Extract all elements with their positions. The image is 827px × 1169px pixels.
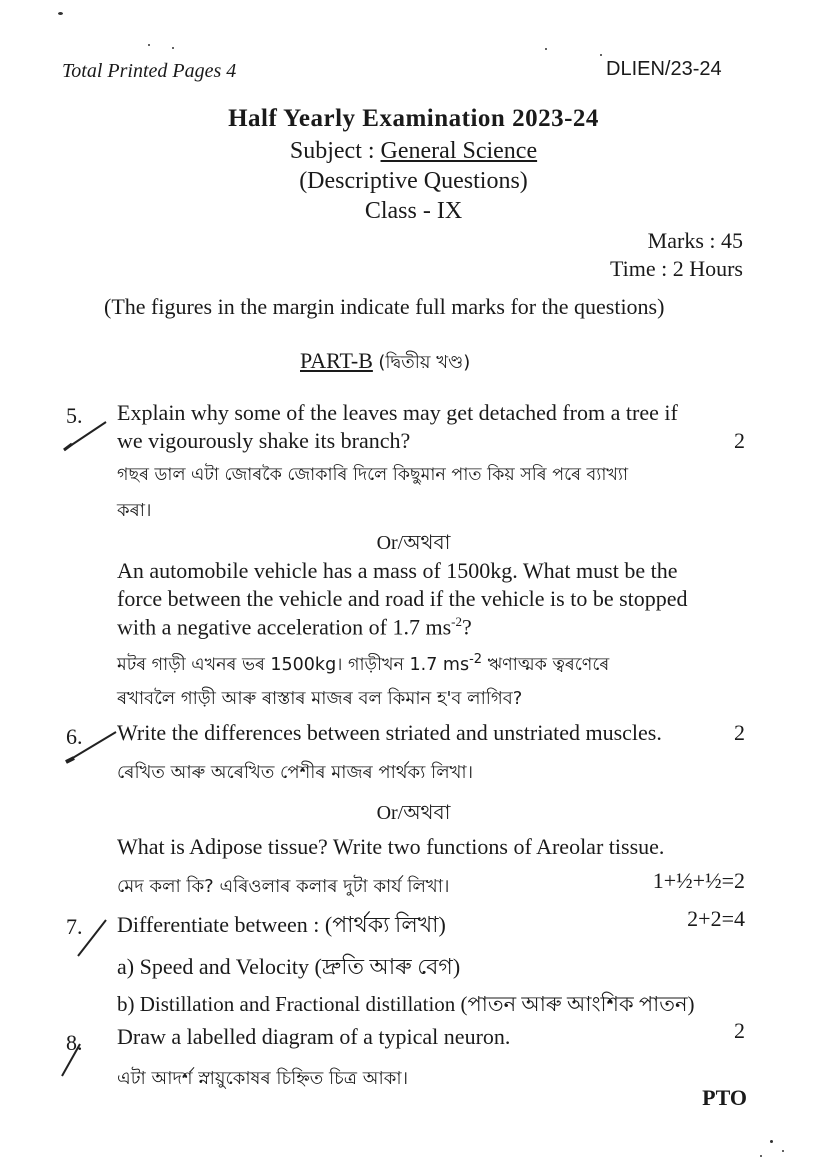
question-number: 6. [66,724,83,749]
q6-alt-text-line: What is Adipose tissue? Write two functions of Areolar tissue. [117,834,665,859]
question-type: (Descriptive Questions) [299,168,528,194]
q6-alt-text-bn: মেদ কলা কি? এৰিওলাৰ কলাৰ দুটা কাৰ্য লিখা। [117,876,450,897]
tick-mark-icon [60,418,110,454]
part-label-bn: (দ্বিতীয় খণ্ড) [378,352,471,373]
q5-alt-text-bn: ৰখাবলৈ গাড়ী আৰু ৰাস্তাৰ মাজৰ বল কিমান হ'ব লাগিব? [117,688,523,709]
q7-subquestion-a: a) Speed and Velocity (দ্ৰুতি আৰু বেগ) [117,954,461,979]
question-number: 7. [66,914,83,939]
q5-text-bn: কৰা। [117,500,152,521]
question-number: 5. [66,403,83,428]
q5-alt-bn-part: ঋণাত্মক ত্বৰণেৰে [482,655,610,675]
exam-title: Half Yearly Examination 2023-24 [228,105,599,132]
q7-marks: 2+2=4 [687,906,745,931]
q7-text-line [117,908,446,945]
or-label: Or/অথবা [376,802,451,824]
scan-speck [760,1155,762,1157]
scan-speck [770,1140,773,1143]
q5-text-bn: গছৰ ডাল এটা জোৰকৈ জোকাৰি দিলে কিছুমান পাত কিয় সৰি পৰে ব্যাখ্যা [117,465,629,485]
q5-alt-text-line: force between the vehicle and road if the vehicle is to be stopped [117,586,688,611]
scan-speck [600,54,602,56]
scan-speck [545,48,547,50]
class-label: Class - IX [364,198,463,224]
total-pages: Total Printed Pages 4 [62,60,237,82]
scan-speck [172,47,174,49]
q6-text-bn: ৰেখিত আৰু অৰেখিত পেশীৰ মাজৰ পাৰ্থক্য লিখা। [117,762,474,783]
subject-line [0,138,827,165]
tick-mark-icon [72,916,112,960]
marks-total: Marks : 45 [647,228,743,253]
q5-alt-text-line [117,614,472,640]
q5-text-line: Explain why some of the leaves may get detached from a tree if [117,400,678,425]
question-number: 8. [66,1030,83,1055]
exponent: -2 [469,652,483,668]
time-allowed: Time : 2 Hours [609,256,743,281]
q8-text-bn: এটা আদর্শ স্নায়ুকোষৰ চিহ্নিত চিত্র আকা। [117,1068,409,1089]
please-turn-over: PTO [702,1085,747,1110]
scan-speck [782,1150,784,1152]
or-separator [0,798,827,831]
q8-text-line: Draw a labelled diagram of a typical neuron. [117,1024,511,1049]
part-heading [300,348,470,379]
instructions-note: (The figures in the margin indicate full marks for the questions) [104,294,665,319]
q7-instruction: Differentiate between : (পাৰ্থক্য লিখা) [117,912,446,937]
tick-mark-icon [58,1040,88,1080]
q5-text-line: we vigourously shake its branch? [117,428,411,453]
q5-alt-text-part: ? [462,614,472,640]
q8-marks: 2 [734,1018,745,1043]
subject-name: General Science [380,138,538,164]
q6-alt-marks: 1+½+½=2 [652,868,745,893]
q5-alt-text-part: with a negative acceleration of 1.7 ms [117,614,452,640]
subject-prefix: Subject : [289,138,381,164]
exponent: -2 [451,614,462,629]
q5-alt-text-line: An automobile vehicle has a mass of 1500kg. What must be the [117,558,678,583]
tick-mark-icon [60,728,120,768]
q6-marks: 2 [734,720,745,745]
q7-subquestion-b: b) Distillation and Fractional distillation (পাতন আৰু আংশিক পাতন) [117,992,695,1016]
part-label: PART-B [300,348,373,373]
q6-text-line: Write the differences between striated and unstriated muscles. [117,720,662,745]
scan-speck [58,12,63,15]
or-label: Or/অথবা [376,532,451,554]
or-separator [0,528,827,561]
q5-alt-bn-part: মটৰ গাড়ী এখনৰ ভৰ 1500kg। গাড়ীখন 1.7 ms [117,655,470,675]
paper-code: DLIEN/23-24 [606,58,722,80]
scan-speck [148,44,150,46]
q5-marks: 2 [734,428,745,453]
q5-alt-text-bn [117,652,609,681]
